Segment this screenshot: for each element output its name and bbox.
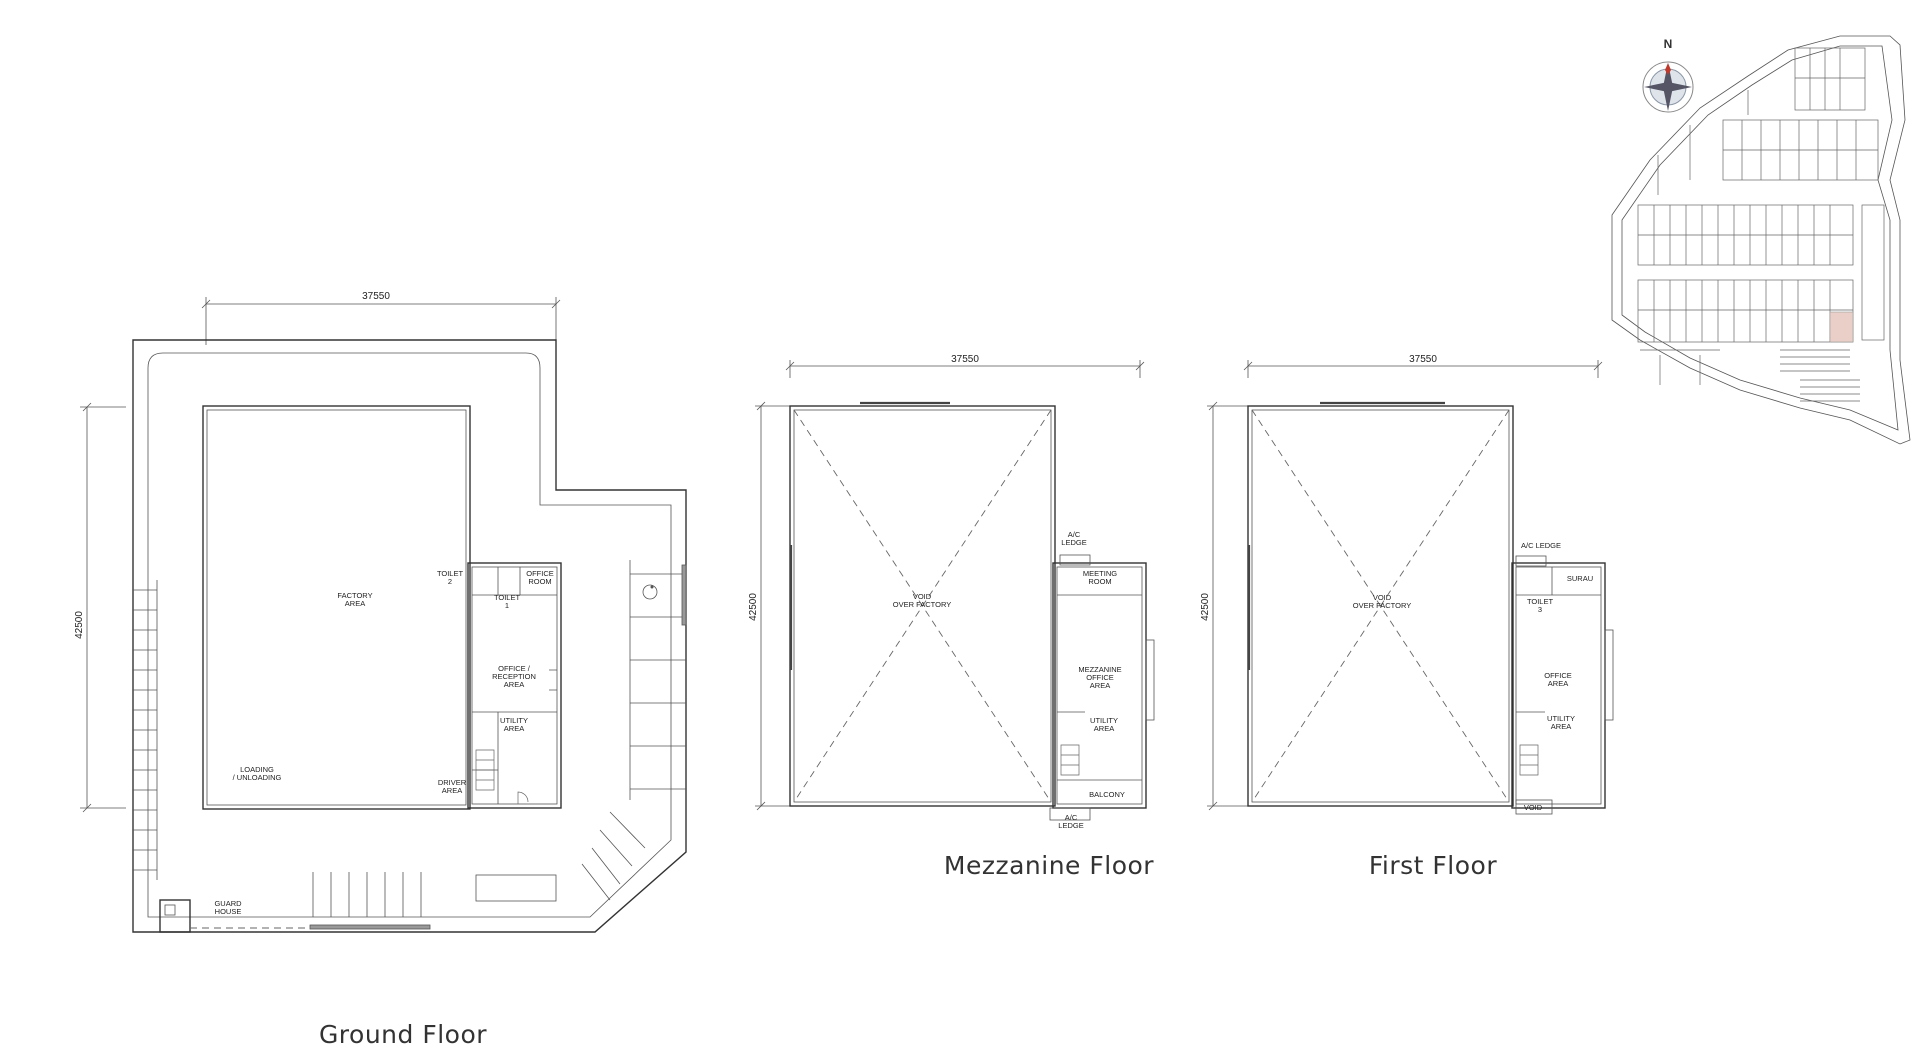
- utility-area-label: UTILITY AREA: [500, 716, 528, 733]
- mezzanine-depth-dimension: [748, 402, 790, 810]
- first-floor-title: First Floor: [1368, 851, 1498, 880]
- first-width-label: 37550: [1409, 354, 1437, 365]
- accessible-parking-icon: [643, 585, 657, 599]
- first-depth-dimension: [1200, 402, 1248, 810]
- first-room-labels: [1353, 541, 1593, 812]
- mezzanine-ac-ledge-bottom-label: A/C LEDGE: [1058, 813, 1084, 830]
- bottom-parking-stalls: [310, 872, 556, 929]
- ground-floor-plan: [74, 291, 686, 1049]
- ground-depth-dimension: [74, 403, 126, 812]
- loading-unloading-label: LOADING / UNLOADING: [232, 765, 282, 782]
- balcony-label: BALCONY: [1089, 790, 1125, 799]
- factory-area-label: FACTORY AREA: [337, 591, 373, 608]
- first-utility-label: UTILITY AREA: [1547, 714, 1575, 731]
- north-arrow-icon: [1643, 37, 1693, 112]
- toilet-1-label: TOILET 1: [493, 593, 521, 610]
- site-boundary: [133, 340, 686, 932]
- mezzanine-utility-label: UTILITY AREA: [1090, 716, 1118, 733]
- first-width-dimension: [1244, 354, 1602, 378]
- mezzanine-width-dimension: [786, 354, 1144, 378]
- office-room-label: OFFICE ROOM: [526, 569, 554, 586]
- guard-house-label: GUARD HOUSE: [214, 899, 242, 916]
- mezzanine-floor-plan: [748, 354, 1154, 880]
- toilet-2-label: TOILET 2: [436, 569, 464, 586]
- first-ac-ledge-label: A/C LEDGE: [1520, 541, 1562, 550]
- first-building: [1248, 403, 1613, 814]
- mezzanine-width-label: 37550: [951, 354, 979, 365]
- ground-room-labels: [214, 569, 553, 916]
- north-label: N: [1663, 37, 1673, 51]
- left-parking-stalls: [133, 580, 157, 880]
- mezzanine-room-labels: [893, 530, 1125, 830]
- ground-width-label: 37550: [362, 291, 390, 302]
- key-plan-highlight-lot: [1830, 312, 1853, 342]
- first-depth-label: 42500: [1200, 593, 1211, 621]
- mezzanine-office-label: MEZZANINE OFFICE AREA: [1078, 665, 1122, 690]
- mezzanine-void-label: VOID OVER FACTORY: [892, 592, 952, 609]
- first-office-label: OFFICE AREA: [1544, 671, 1572, 688]
- mezzanine-ac-ledge-top-label: A/C LEDGE: [1061, 530, 1087, 547]
- right-parking-stalls: [582, 560, 686, 900]
- driveway-line: [148, 353, 671, 917]
- ground-floor-title: Ground Floor: [318, 1020, 488, 1049]
- office-reception-label: OFFICE / RECEPTION AREA: [492, 664, 536, 689]
- mezzanine-floor-title: Mezzanine Floor: [943, 851, 1155, 880]
- mezzanine-depth-label: 42500: [748, 593, 759, 621]
- first-void-label: VOID OVER FACTORY: [1352, 593, 1412, 610]
- first-void-small-label: VOID: [1523, 803, 1543, 812]
- ground-depth-label: 42500: [74, 611, 85, 639]
- mezzanine-building: [790, 403, 1154, 820]
- ground-width-dimension: [202, 291, 560, 345]
- toilet-3-label: TOILET 3: [1526, 597, 1554, 614]
- first-floor-plan: [1200, 354, 1613, 880]
- surau-label: SURAU: [1566, 574, 1594, 583]
- meeting-room-label: MEETING ROOM: [1082, 569, 1118, 586]
- driver-area-label: DRIVER AREA: [437, 778, 467, 795]
